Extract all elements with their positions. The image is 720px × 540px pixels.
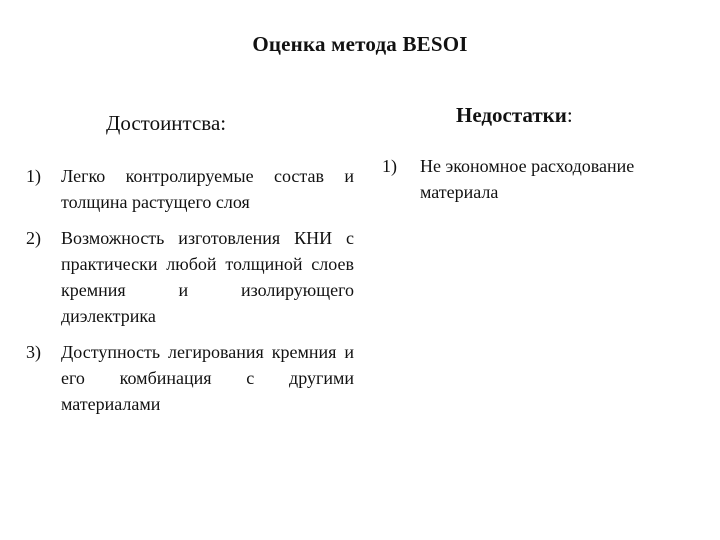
list-item-number: 2) — [26, 228, 41, 248]
list-item-text: Не экономное расходование материала — [420, 156, 635, 202]
list-item-number: 1) — [382, 156, 397, 176]
list-item-text: Легко контролируемые состав и толщина растущего слоя — [61, 166, 354, 212]
disadvantages-heading — [456, 103, 573, 128]
advantages-heading: Достоинтсва: — [106, 111, 227, 135]
list-item — [26, 163, 354, 215]
list-item-text: Возможность изготовления КНИ с практически любой толщиной слоев кремния и изолирующего диэлектрика — [61, 228, 354, 326]
list-item-text: Доступность легирования кремния и его комбинация с другими материалами — [61, 342, 354, 414]
slide-title: Оценка метода BESOI — [252, 32, 468, 56]
list-item — [382, 153, 682, 205]
list-item-number: 3) — [26, 342, 41, 362]
disadvantages-list — [382, 153, 682, 205]
list-item — [26, 225, 354, 329]
list-item-number: 1) — [26, 166, 41, 186]
list-item — [26, 339, 354, 417]
advantages-list — [26, 163, 354, 427]
disadvantages-heading-colon: : — [566, 103, 573, 127]
disadvantages-heading-word: Недостатки — [456, 103, 567, 127]
